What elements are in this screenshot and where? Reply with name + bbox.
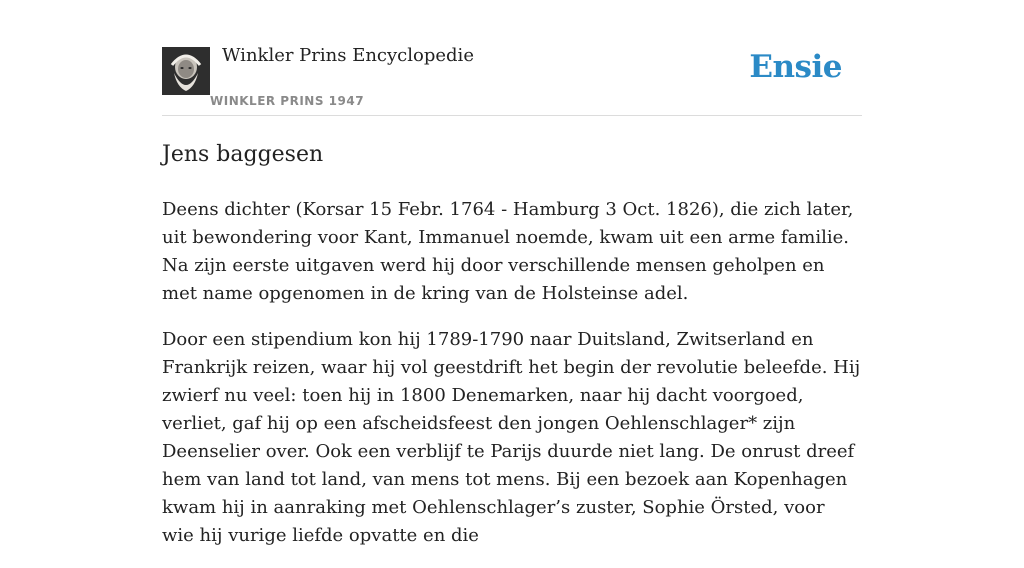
source-header [162,0,862,116]
article-paragraph: Door een stipendium kon hij 1789-1790 naar Duitsland, Zwitserland en Frankrijk reizen, waar hij vol geestdrift het begin der revolutie beleefde. Hij zwierf nu veel: toen hij in 1800 Denemarken, naar hij dacht voorgoed, verliet, gaf hij op een afscheidsfeest den jongen Oehlenschlager* zijn Deenselier over. Ook een verblijf te Parijs duurde niet lang. De onrust dreef hem van land tot land, van mens tot mens. Bij een bezoek aan Kopenhagen kwam hij in aanraking met Oehlenschlager’s zuster, Sophie Örsted, voor wie hij vurige liefde opvatte en die [162,329,861,546]
source-subtitle[interactable]: WINKLER PRINS 1947 [210,94,365,108]
article-paragraph: Deens dichter (Korsar 15 Febr. 1764 - Hamburg 3 Oct. 1826), die zich later, uit bewondering voor Kant, Immanuel noemde, kwam uit een arme familie. Na zijn eerste uitgaven werd hij door verschillende mensen geholpen en met name opgenomen in de kring van de Holsteinse adel. [162,199,854,304]
ensie-logo[interactable]: Ensie [749,49,842,85]
bearded-man-avatar-icon[interactable] [162,47,210,95]
article [162,138,862,568]
article-title: Jens baggesen [162,142,324,167]
source-title[interactable]: Winkler Prins Encyclopedie [222,45,474,66]
